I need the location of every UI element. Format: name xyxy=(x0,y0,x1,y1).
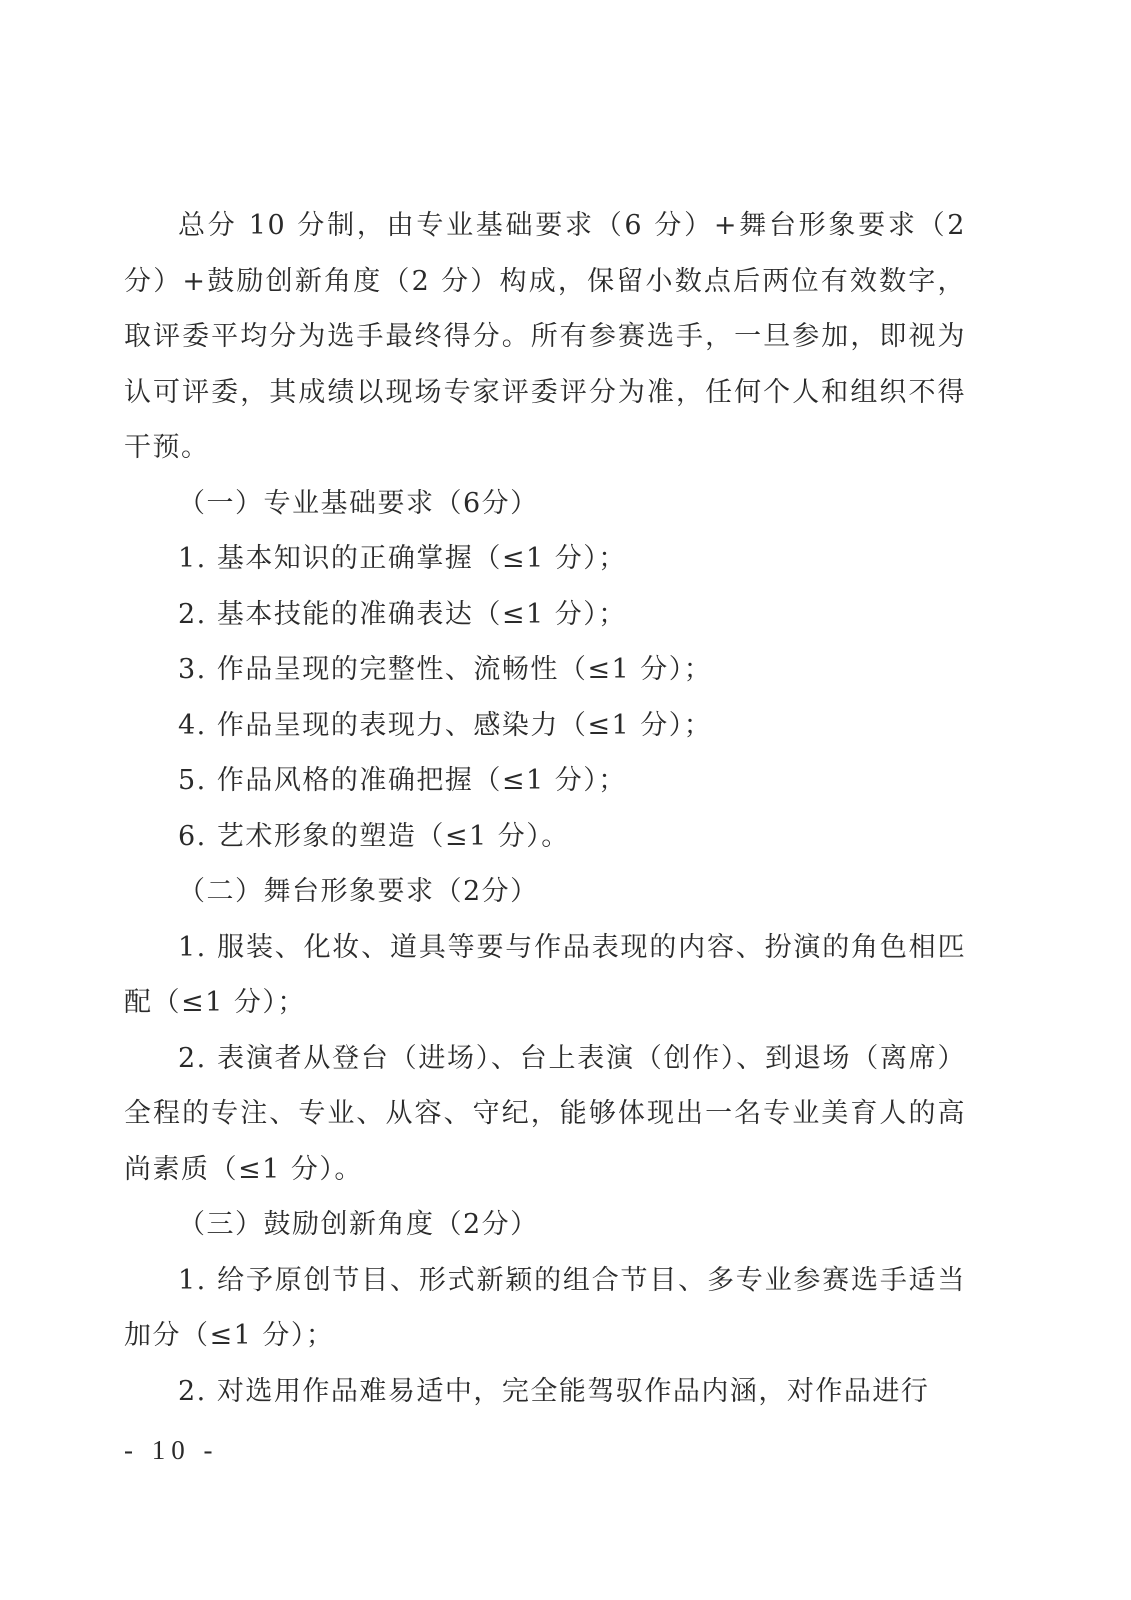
section-heading-innovation: （三）鼓励创新角度（2分） xyxy=(178,1209,539,1240)
list-item: 5. 作品风格的准确把握（≤1 分）； xyxy=(178,765,627,796)
list-item: 2. 对选用作品难易适中，完全能驾驭作品内涵，对作品进行 xyxy=(178,1375,930,1407)
page-number: - 10 - xyxy=(124,1435,219,1465)
list-item: 2. 表演者从登台（进场）、台上表演（创作）、到退场（离席）全程的专注、专业、从容、守纪，能够体现出一名专业美育人的高尚素质（≤1 分）。 xyxy=(124,1042,966,1185)
list-item: 1. 基本知识的正确掌握（≤1 分）； xyxy=(178,543,627,574)
list-item: 3. 作品呈现的完整性、流畅性（≤1 分）； xyxy=(178,654,713,685)
list-item: 1. 服装、化妆、道具等要与作品表现的内容、扮演的角色相匹配（≤1 分）； xyxy=(124,931,966,1018)
list-item: 6. 艺术形象的塑造（≤1 分）。 xyxy=(178,820,570,852)
list-item: 4. 作品呈现的表现力、感染力（≤1 分）； xyxy=(178,709,713,741)
list-item: 2. 基本技能的准确表达（≤1 分）； xyxy=(178,598,627,630)
list-item: 1. 给予原创节目、形式新颖的组合节目、多专业参赛选手适当加分（≤1 分）； xyxy=(124,1264,966,1351)
body-text xyxy=(124,198,966,1419)
section-heading-professional-basics: （一）专业基础要求（6分） xyxy=(178,487,539,519)
paragraph-scoring-intro: 总分 10 分制，由专业基础要求（6 分）+舞台形象要求（2 分）+鼓励创新角度（2 分）构成，保留小数点后两位有效数字，取评委平均分为选手最终得分。所有参赛选手，一旦参加，即视为认可评委，其成绩以现场专家评委评分为准，任何个人和组织不得干预。 xyxy=(124,210,966,463)
section-heading-stage-image: （二）舞台形象要求（2分） xyxy=(178,876,539,907)
